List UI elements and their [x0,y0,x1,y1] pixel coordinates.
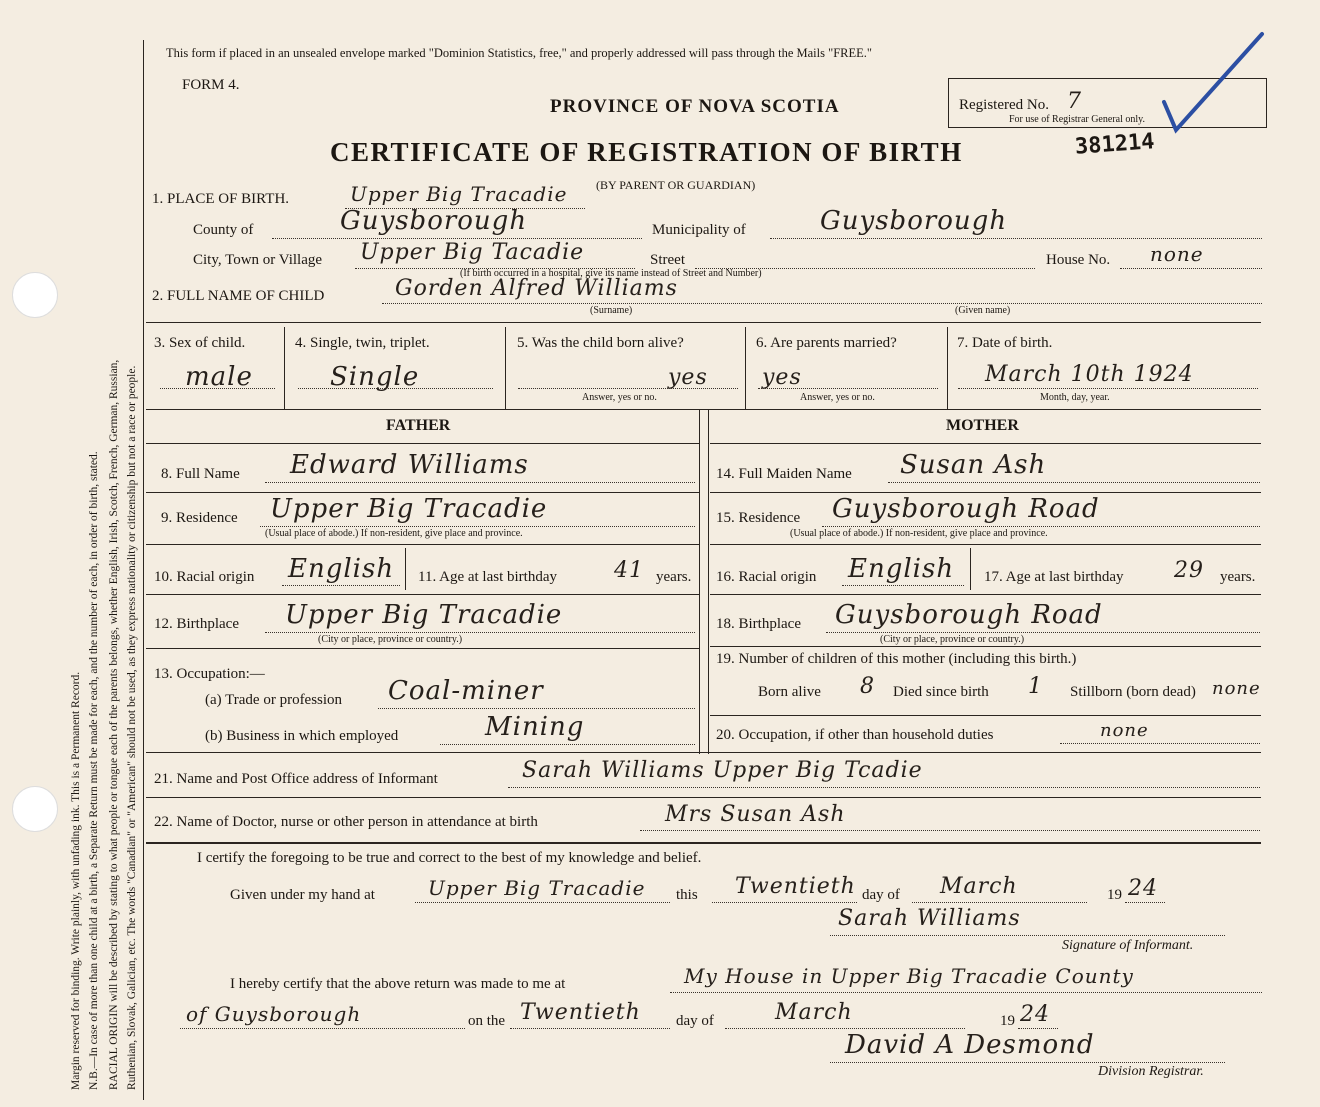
mail-note: This form if placed in an unsealed envelope marked "Dominion Statistics, free," and properly addressed will pass through the Mails "FREE." [166,46,873,60]
registrar-statement: I hereby certify that the above return was made to me at [230,976,566,992]
registrar-month-value: March [775,1000,853,1025]
binding-margin-line [143,40,144,1100]
attendant-value: Mrs Susan Ash [665,802,846,827]
margin-racial-origin-note-2: Ruthenian, Slovak, Galician, etc. The words "Canadian" or "American" should not be used, as they express nationality or citizenship but not a race or people. [126,365,138,1090]
father-birthplace-note: (City or place, province or country.) [318,634,463,645]
mother-name-label: 14. Full Maiden Name [716,466,852,482]
occupation-label: 13. Occupation:— [154,666,265,682]
mother-years-label: years. [1220,569,1256,585]
father-name-value: Edward Williams [290,450,529,480]
registrar-on-the-label: on the [468,1013,506,1029]
county-label: County of [193,222,254,238]
house-label: House No. [1046,252,1111,268]
informant-label: 21. Name and Post Office address of Informant [154,771,438,787]
parents-married-label: 6. Are parents married? [756,335,897,351]
registrar-year-value: 24 [1020,1002,1050,1027]
cert-month-value: March [940,874,1018,899]
registrar-signature-label: Division Registrar. [1098,1064,1204,1079]
mother-residence-label: 15. Residence [716,510,801,526]
registrar-day-value: Twentieth [520,1000,641,1025]
cert-day-of-label: day of [862,887,900,903]
province-heading: PROVINCE OF NOVA SCOTIA [550,96,840,117]
parents-married-value: yes [762,365,802,390]
surname-note: (Surname) [590,305,633,316]
child-name-label: 2. FULL NAME OF CHILD [152,288,325,304]
born-alive-count-value: 8 [860,674,875,699]
punch-hole-bottom [12,786,58,832]
stamp-number: 381214 [1074,129,1156,160]
checkmark-icon [1150,30,1270,150]
father-heading: FATHER [386,417,451,434]
given-place-value: Upper Big Tracadie [428,876,646,900]
margin-racial-origin-note: RACIAL ORIGIN will be described by stating to what people or tongue each of the parents belongs, whether English, Irish, Scotch, French, German, Russian, [108,359,120,1090]
this-label: this [676,887,698,903]
mother-heading: MOTHER [946,417,1019,434]
hospital-note: (If birth occurred in a hospital, give its name instead of Street and Number) [460,268,762,279]
children-count-label: 19. Number of children of this mother (including this birth.) [716,651,1077,667]
father-residence-value: Upper Big Tracadie [270,494,548,524]
cert-day-value: Twentieth [735,874,856,899]
plurality-value: Single [330,362,420,392]
stillborn-value: none [1212,678,1261,699]
mother-origin-label: 16. Racial origin [716,569,817,585]
city-label: City, Town or Village [193,252,323,268]
mother-age-label: 17. Age at last birthday [984,569,1124,585]
mother-birthplace-note: (City or place, province or country.) [880,634,1025,645]
registrar-place-line1: My House in Upper Big Tracadie County [684,964,1134,988]
father-birthplace-label: 12. Birthplace [154,616,239,632]
mother-occupation-label: 20. Occupation, if other than household duties [716,727,994,743]
sex-value: male [185,362,253,392]
place-of-birth-value: Upper Big Tracadie [350,182,568,206]
date-of-birth-value: March 10th 1924 [985,362,1194,387]
date-of-birth-label: 7. Date of birth. [957,335,1053,351]
informant-value: Sarah Williams Upper Big Tcadie [522,758,923,783]
municipality-value: Guysborough [820,206,1008,236]
mother-occupation-value: none [1100,720,1149,741]
child-name-value: Gorden Alfred Williams [395,276,678,301]
given-name-note: (Given name) [955,305,1011,316]
cert-year-prefix: 19 [1107,887,1122,903]
punch-hole-top [12,272,58,318]
trade-label: (a) Trade or profession [205,692,343,708]
sex-label: 3. Sex of child. [154,335,246,351]
trade-value: Coal-miner [388,676,544,706]
father-name-label: 8. Full Name [161,466,240,482]
mother-origin-value: English [848,554,955,584]
informant-signature-label: Signature of Informant. [1062,938,1194,953]
father-abode-note: (Usual place of abode.) If non-resident, give place and province. [265,528,523,539]
mother-abode-note: (Usual place of abode.) If non-resident, give place and province. [790,528,1048,539]
cert-year-value: 24 [1128,876,1158,901]
registrar-signature: David A Desmond [845,1030,1095,1060]
registered-label: Registered No. [959,97,1049,113]
mother-birthplace-label: 18. Birthplace [716,616,801,632]
mother-age-value: 29 [1174,558,1204,583]
stillborn-label: Stillborn (born dead) [1070,684,1196,700]
form-number: FORM 4. [182,77,240,93]
given-under-hand-label: Given under my hand at [230,887,375,903]
registrar-place-line2: of Guysborough [186,1002,362,1026]
mother-residence-value: Guysborough Road [832,494,1100,524]
registrar-year-prefix: 19 [1000,1013,1015,1029]
born-alive-value: yes [668,365,708,390]
born-alive-label: 5. Was the child born alive? [517,335,684,351]
county-value: Guysborough [340,206,528,236]
born-alive-count-label: Born alive [758,684,821,700]
father-origin-label: 10. Racial origin [154,569,255,585]
father-age-value: 41 [614,558,644,583]
mother-name-value: Susan Ash [900,450,1047,480]
business-label: (b) Business in which employed [205,728,399,744]
margin-instructions: Margin reserved for binding. Write plainly, with unfading ink. This is a Permanent Record. [70,671,82,1090]
registrar-note: For use of Registrar General only. [1009,114,1145,125]
father-age-label: 11. Age at last birthday [418,569,557,585]
street-label: Street [650,252,685,268]
certificate-title: CERTIFICATE OF REGISTRATION OF BIRTH [330,137,963,167]
mother-birthplace-value: Guysborough Road [835,600,1103,630]
died-since-birth-label: Died since birth [893,684,989,700]
alive-answer-note: Answer, yes or no. [582,392,657,403]
certify-statement: I certify the foregoing to be true and correct to the best of my knowledge and belief. [197,850,702,866]
municipality-label: Municipality of [652,222,746,238]
married-answer-note: Answer, yes or no. [800,392,875,403]
registered-number: 7 [1067,89,1082,114]
business-value: Mining [485,712,585,742]
house-value: none [1150,242,1204,266]
margin-nb-note: N.B.—In case of more than one child at a birth, a Separate Return must be made for each, and the number of each, in order of birth, stated. [88,451,100,1090]
father-birthplace-value: Upper Big Tracadie [285,600,563,630]
attendant-label: 22. Name of Doctor, nurse or other person in attendance at birth [154,814,538,830]
city-value: Upper Big Tacadie [360,240,585,265]
informant-signature: Sarah Williams [838,906,1021,931]
plurality-label: 4. Single, twin, triplet. [295,335,430,351]
father-residence-label: 9. Residence [161,510,238,526]
registrar-day-of-label: day of [676,1013,714,1029]
certificate-subtitle: (BY PARENT OR GUARDIAN) [596,178,756,192]
father-origin-value: English [288,554,395,584]
father-years-label: years. [656,569,692,585]
dob-note: Month, day, year. [1040,392,1110,403]
place-of-birth-label: 1. PLACE OF BIRTH. [152,191,290,207]
died-since-birth-value: 1 [1028,674,1043,699]
